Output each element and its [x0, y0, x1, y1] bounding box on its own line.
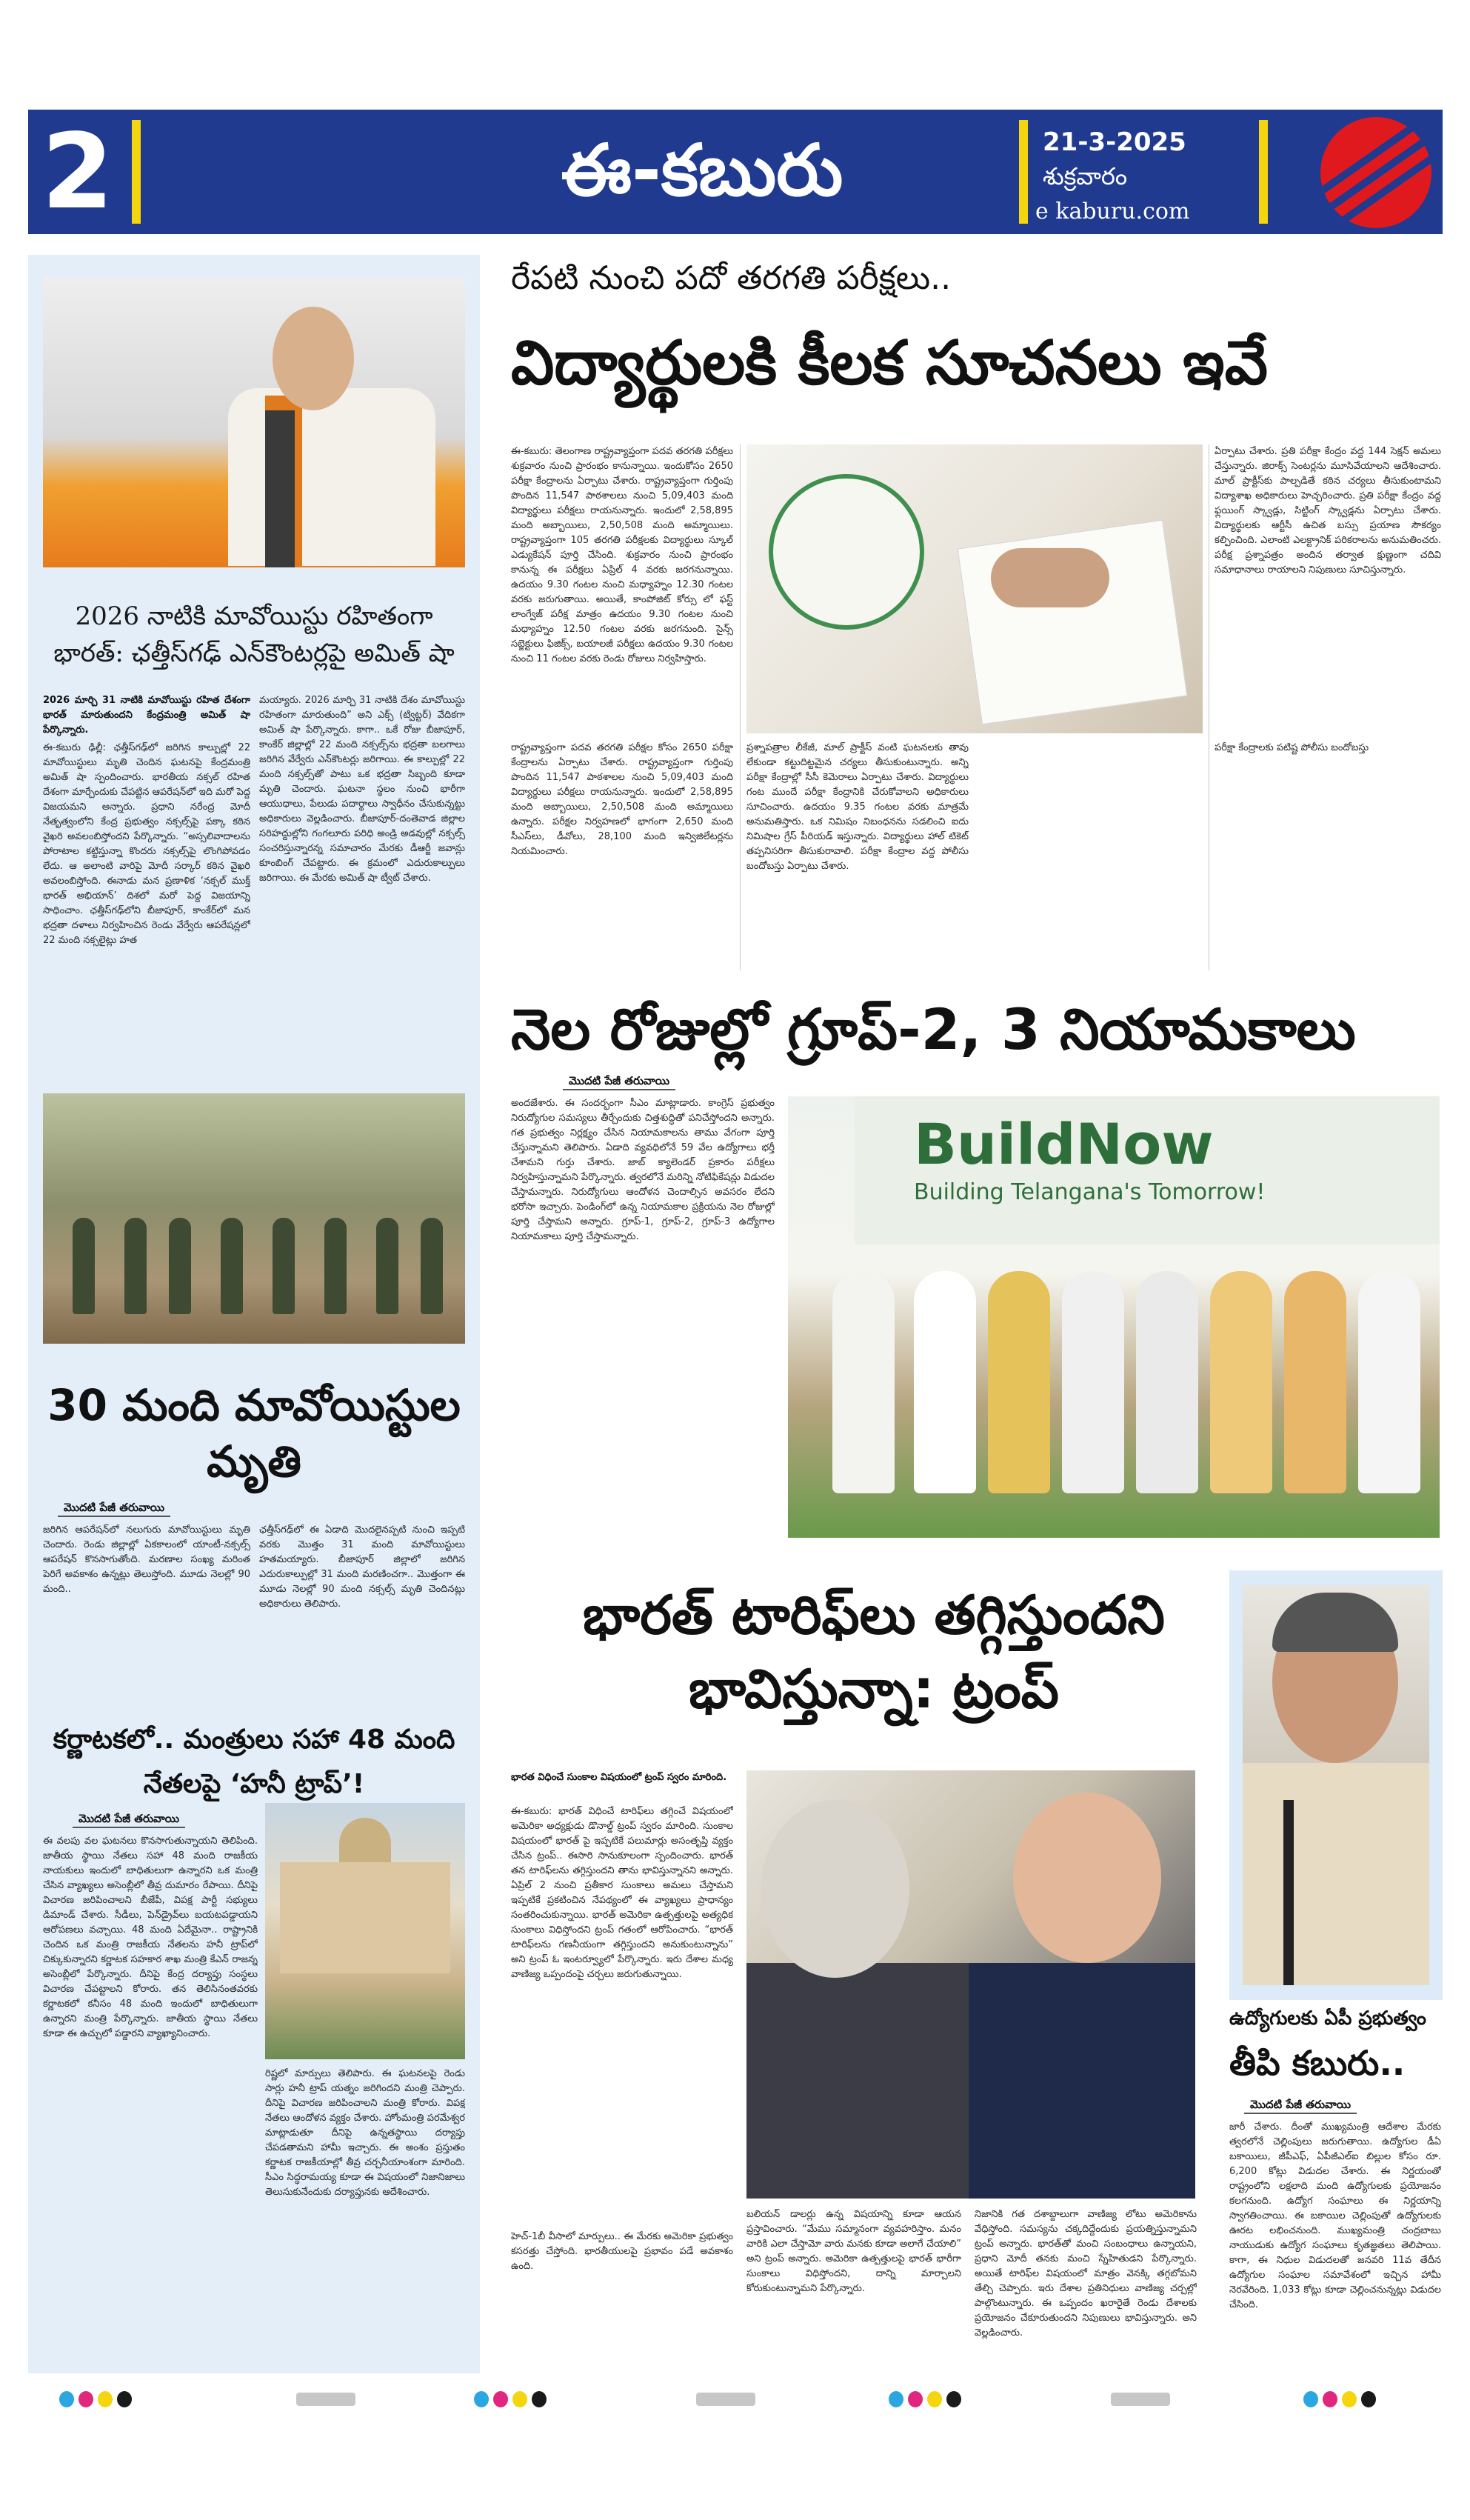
ap-employees-body: జారీ చేశారు. దీంతో ముఖ్యమంత్రి ఆదేశాల మేరకు త్వరలోనే చెల్లింపులు జరుగుతాయి. ఉద్యోగుల డీఏ బకాయిలు, జీపీఎఫ్, ఏపీజీఎల్ఐ బిల్లుల కోసం రూ. 6,200 కోట్లు విడుదల చేశారు. ఈ నిర్ణయంతో రాష్ట్రంలోని లక్షలాది మంది ఉద్యోగులకు ప్రయోజనం కలగనుంది. ఉద్యోగ సంఘాలు ఈ నిర్ణయాన్ని స్వాగతించాయి. ఈ బకాయిల చెల్లింపుతో ఉద్యోగులకు ఊరట లభించనుంది. ముఖ్యమంత్రి చంద్రబాబు నాయుడుకు ఉద్యోగ సంఘాలు కృతజ్ఞతలు తెలిపాయి. కాగా, ఈ నిధుల విడుదలతో జనవరి 11వ తేదీన ఉద్యోగుల సంఘాల సమావేశంలో ఇచ్చిన హామీ నెరవేరింది. 1,033 కోట్లు కూడా చెల్లించనున్నట్లు విడుదల చేసింది. [1229, 2121, 1441, 2310]
issue-day: శుక్రవారం [1043, 162, 1128, 190]
registration-marks [1303, 2391, 1376, 2407]
trump-kicker: భారత విధించే సుంకాల విషయంలో ట్రంప్ స్వరం మారింది. [511, 1772, 727, 1783]
telangana-govt-seal-icon [769, 474, 924, 630]
security-forces-photo [43, 1093, 465, 1344]
maoists-body: జరిగిన ఆపరేషన్‌లో నలుగురు మావోయిస్టులు మృతి చెందారు. రెండు జిల్లాల్లో ఏకకాలంలో యాంటీ-నక్సల్స్ ఆపరేషన్ కొనసాగుతోంది. మరణాల సంఖ్య మరింత పెరిగే అవకాశం ఉన్నట్లు తెలుస్తోంది. మూడు నెలల్లో 90 మంది.. [43, 1524, 250, 1595]
karnataka-body-cont: రిష్ణలో మార్పులు తెలిపారు. ఈ ఘటనలపై రెండు సార్లు హనీ ట్రాప్ యత్నం జరిగిందని మంత్రి చెప్పారు. దీనిపై విచారణ జరిపించాలని మంత్రి కోరారు. విపక్ష నేతలు ఆందోళన వ్యక్తం చేశారు. హోంమంత్రి పరమేశ్వర మాట్లాడుతూ దీనిపై ఉన్నతస్థాయి దర్యాప్తు చేపడతామని హామీ ఇచ్చారు. ఈ అంశం ప్రస్తుతం కర్ణాటక రాజకీయాల్లో తీవ్ర చర్చనీయాంశంగా మారింది. సీఎం సిద్ధరామయ్య కూడా ఈ విషయంలో నిజానిజాలు తెలుసుకునేందుకు దర్యాప్తునకు ఆదేశించారు. [265, 2068, 465, 2198]
karnataka-honeytrap-headline: కర్ణాటకలో.. మంత్రులు సహా 48 మంది నేతలపై ‘హనీ ట్రాప్’! [53, 1724, 455, 1799]
continued-label: మొదటి పేజీ తరువాయి [58, 1499, 170, 1517]
modi-trump-handshake-photo [746, 1770, 1195, 2199]
buildnow-banner-title: BuildNow [914, 1111, 1214, 1177]
registration-bar [696, 2393, 755, 2406]
masthead-divider [1259, 120, 1268, 224]
registration-marks [889, 2391, 961, 2407]
amit-shah-kicker: 2026 మార్చి 31 నాటికి మావోయిస్టు రహిత దేశంగా భారత్ మారుతుందని కేంద్రమంత్రి అమిత్ షా పేర్కొన్నారు. [43, 695, 250, 736]
website-link[interactable]: e kaburu.com [1035, 199, 1190, 224]
masthead-divider [132, 120, 141, 224]
maoists-killed-headline: 30 మంది మావోయిస్టుల మృతి [47, 1380, 461, 1487]
brand-logo-icon [1320, 117, 1431, 228]
trump-body-2: హెచ్-1బీ వీసాలో మార్పులు.. ఈ మేరకు అమెరికా ప్రభుత్వం కసరత్తు చేస్తోంది. భారతీయులపై ప్రభావం పడే అవకాశం ఉంది. [511, 2231, 733, 2272]
masthead-divider [1019, 120, 1028, 224]
issue-date: 21-3-2025 [1043, 127, 1186, 157]
group-recruitment-body: అందజేశారు. ఈ సందర్భంగా సీఎం మాట్లాడారు. కాంగ్రెస్ ప్రభుత్వం నిరుద్యోగుల సమస్యలు తీర్చేందుకు చిత్తశుద్ధితో పనిచేస్తోందని అన్నారు. గత ప్రభుత్వం నిర్లక్ష్యం చేసిన నియామకాలను తాము వేగంగా పూర్తి చేస్తున్నామని తెలిపారు. ఏడాది వ్యవధిలోనే 59 వేల ఉద్యోగాలు భర్తీ చేశామని గుర్తు చేశారు. జాబ్ క్యాలెండర్ ప్రకారం పరీక్షలు నిర్వహిస్తున్నామని పేర్కొన్నారు. త్వరలోనే మరిన్ని నోటిఫికేషన్లు విడుదల చేస్తామన్నారు. నిరుద్యోగులు ఆందోళన చెందాల్సిన అవసరం లేదని భరోసా ఇచ్చారు. పెండింగ్‌లో ఉన్న నియామకాల ప్రక్రియను నెల రోజుల్లో పూర్తి చేస్తామని అన్నారు. గ్రూప్-1, గ్రూప్-2, గ్రూప్-3 ఉద్యోగాల నియామకాలు పూర్తి చేస్తామన్నారు. [511, 1098, 775, 1242]
trump-tariff-headline: భారత్ టారిఫ్‌లు తగ్గిస్తుందని భావిస్తున్నా: ట్రంప్ [583, 1584, 1165, 1720]
registration-marks [474, 2391, 547, 2407]
registration-marks [59, 2391, 132, 2407]
ap-employees-kicker: ఉద్యోగులకు ఏపీ ప్రభుత్వం [1229, 2007, 1426, 2030]
trump-body-3: బలియన్ డాలర్లు ఉన్న విషయాన్ని కూడా ఆయన ప్రస్తావించారు. “మేము సమ్మానంగా వ్యవహరిస్తాం. మనం వారికి ఎలా చేస్తామో వారు మనకు కూడా అలాగే చేయాలి” అని ట్రంప్ అన్నారు. అమెరికా ఉత్పత్తులపై భారత్ భారీగా సుంకాలు విధిస్తోందని, దాన్ని మార్చాలని కోరుకుంటున్నామని పేర్కొన్నారు. [746, 2209, 961, 2294]
ap-employees-headline: తీపి కబురు.. [1229, 2043, 1406, 2083]
amit-shah-photo [43, 277, 465, 567]
trump-body: ఈ-కబురు: భారత్ విధించే టారిఫ్‌లు తగ్గించే విషయంలో అమెరికా అధ్యక్షుడు డొనాల్డ్ ట్రంప్ స్వరం మారింది. సుంకాల విషయంలో భారత్ పై ఇప్పటికే పలుమార్లు అసంతృప్తి వ్యక్తం చేసిన ట్రంప్.. ఈసారి సానుకూలంగా స్పందించారు. భారత్ తన టారిఫ్‌లను తగ్గిస్తుందని తాను భావిస్తున్నానని అన్నారు. ఏప్రిల్ 2 నుంచి ప్రతీకార సుంకాలు అమలు చేస్తామని ఇప్పటికే ప్రకటించిన నేపథ్యంలో ఈ వ్యాఖ్యలు ప్రాధాన్యం సంతరించుకున్నాయి. భారత్ అమెరికా ఉత్పత్తులపై అత్యధిక సుంకాలు విధిస్తోందని ట్రంప్ గతంలో ఆరోపించారు. “భారత్ టారిఫ్‌లను గణనీయంగా తగ్గిస్తుందని అనుకుంటున్నాను” అని ట్రంప్ ఓ ఇంటర్వ్యూలో పేర్కొన్నారు. ఇరు దేశాల మధ్య వాణిజ్య ఒప్పందంపై చర్చలు జరుగుతున్నాయి. [511, 1806, 733, 1980]
exam-body-4: ఏర్పాటు చేశారు. ప్రతి పరీక్షా కేంద్రం వద్ద 144 సెక్షన్ అమలు చేస్తున్నారు. జిరాక్స్ సెంటర్లను మూసివేయాలని ఆదేశించారు. మాల్ ప్రాక్టీస్‌కు పాల్పడితే కఠిన చర్యలు తీసుకుంటామని విద్యాశాఖ అధికారులు హెచ్చరించారు. ప్రతి పరీక్షా కేంద్రం వద్ద ఫ్లయింగ్ స్క్వాడ్లు, సిట్టింగ్ స్క్వాడ్లను ఏర్పాటు చేశారు. విద్యార్థులకు ఆర్టీసీ ఉచిత బస్సు ప్రయాణ సౌకర్యం కల్పించింది. ఎలాంటి ఎలక్ట్రానిక్ పరికరాలను అనుమతించరు. పరీక్ష ప్రశ్నాపత్రం అందిన తర్వాత క్షుణ్ణంగా చదివి సమాధానాలు రాయాలని నిపుణులు సూచిస్తున్నారు. [1215, 446, 1441, 576]
left-sidebar [28, 255, 480, 2373]
karnataka-body: ఈ వలపు వల ఘటనలు కొనసాగుతున్నాయని తెలిపింది. జాతీయ స్థాయి నేతలు సహా 48 మంది రాజకీయ నాయకులు ఇందులో బాధితులుగా ఉన్నారని ఒక మంత్రి చేసిన వ్యాఖ్యలు అసెంబ్లీలో తీవ్ర దుమారం రేపాయి. దీనిపై విచారణ జరిపించాలని బీజేపీ, విపక్ష పార్టీ సభ్యులు డిమాండ్ చేశారు. సీడీలు, పెన్‌డ్రైవ్‌లు బయటపడ్డాయని ఆరోపణలు వచ్చాయి. 48 మంది ఏదేమైనా.. రాష్ట్రానికి చెందిన ఒక మంత్రి రాజకీయ నేతలను హనీ ట్రాప్‌లో చిక్కుకున్నారని కర్ణాటక సహకార శాఖ మంత్రి కేఎన్ రాజన్న అసెంబ్లీలో పేర్కొన్నారు. దీనిపై కేంద్ర దర్యాప్తు సంస్థలు విచారణ చేపట్టాలని కోరారు. తన తెలిసినంతవరకు కర్ణాటకలో కనీసం 48 మంది ఇందులో బాధితులుగా ఉన్నారని మంత్రి పేర్కొన్నారు. జాతీయ స్థాయి నేతలు కూడా ఈ ఉచ్చులో పడ్డారని వ్యాఖ్యానించారు. [43, 1836, 258, 2039]
registration-bar [1111, 2393, 1170, 2406]
chandrababu-naidu-photo [1243, 1585, 1429, 1985]
amit-shah-body: ఈ-కబురు ఢిల్లీ: ఛత్తీస్‌గఢ్‌లో జరిగిన కాల్పుల్లో 22 మావోయిస్టులు మృతి చెందిన ఘటనపై కేంద్రమంత్రి అమిత్ షా స్పందించారు. భారతీయ నక్సల్ రహిత దేశంగా మార్చేందుకు చేపట్టిన ఆపరేషన్‌లో ఇది మరో పెద్ద విజయమని అన్నారు. ప్రధాని నరేంద్ర మోదీ నేతృత్వంలోని కేంద్ర ప్రభుత్వం నక్సల్స్‌పై పక్కా కఠిన వైఖరి అవలంబిస్తోందని పేర్కొన్నారు. “అస్సలివాదాలను పోరాటాల కట్టిస్తున్నా కొందరు నక్సల్స్‌పై లొంగిపోవడం లేదు. ఆ అలాంటి వారిపై మోదీ సర్కార్ కఠిన వైఖరి అవలంబిస్తోంది. ఈనాడు మన ప్రణాళిక ‘నక్సల్ ముక్త్ భారత్ అభియాన్’ దిశలో మరో పెద్ద విజయాన్ని సాధించాం. ఛత్తీస్‌గఢ్‌లోని బీజాపూర్, కాంకేర్‌లో మన భద్రతా దళాలు నిర్వహించిన రెండు వేర్వేరు ఆపరేషన్లలో 22 మంది నక్సలైట్లు హత [43, 742, 250, 946]
continued-label: మొదటి పేజీ తరువాయి [1244, 2096, 1357, 2114]
page-number: 2 [41, 112, 114, 233]
buildnow-banner-subtitle: Building Telangana's Tomorrow! [914, 1179, 1266, 1205]
group-recruitment-headline: నెల రోజుల్లో గ్రూప్-2, 3 నియామకాలు [511, 996, 1356, 1062]
newspaper-brand: ఈ-కబురు [561, 129, 843, 212]
continued-label: మొదటి పేజీ తరువాయి [73, 1810, 185, 1828]
telangana-exam-photo [746, 444, 1203, 733]
masthead [28, 110, 1443, 234]
amit-shah-headline: 2026 నాటికి మావోయిస్టు రహితంగా భారత్: ఛత్తీస్‌గఢ్ ఎన్‌కౌంటర్లపై అమిత్ షా [53, 601, 455, 668]
exam-body-2: రాష్ట్రవ్యాప్తంగా పదవ తరగతి పరీక్షల కోసం 2650 పరీక్షా కేంద్రాలను ఏర్పాటు చేశారు. రాష్ట్రవ్యాప్తంగా గుర్తింపు పొందిన 11,547 పాఠశాలల నుంచి 5,09,403 మంది విద్యార్థులు పరీక్షలు రాయనున్నారు. ఇందులో 2,58,895 మంది అబ్బాయిలు, 2,50,508 మంది అమ్మాయిలు ఉన్నారు. పరీక్షల నిర్వహణలో భాగంగా 2,650 మంది సీఎస్‌లు, డీవోలు, 28,100 మంది ఇన్విజిలేటర్లను నియమించారు. [511, 742, 733, 857]
exam-headline: విద్యార్థులకి కీలక సూచనలు ఇవే [511, 328, 1269, 399]
column-divider [740, 444, 741, 970]
exam-kicker: రేపటి నుంచి పదో తరగతి పరీక్షలు.. [511, 259, 952, 297]
buildnow-launch-photo [788, 1096, 1440, 1538]
maoists-body-cont: ఛత్తీస్‌గఢ్‌లో ఈ ఏడాది మొదలైనప్పటి నుంచి ఇప్పటి వరకు మొత్తం 31 మంది మావోయిస్టులు హతమయ్యారు. బీజాపూర్ జిల్లాలో జరిగిన ఎదురుకాల్పుల్లో 31 మంది మరణించగా.. మొత్తంగా ఈ మూడు నెలల్లో 90 మంది నక్సల్స్ మృతి చెందినట్లు అధికారులు తెలిపారు. [259, 1524, 465, 1610]
continued-label: మొదటి పేజీ తరువాయి [563, 1073, 675, 1090]
exam-body-5: పరీక్షా కేంద్రాలకు పటిష్ట పోలీసు బందోబస్తు [1215, 742, 1369, 753]
exam-body-3: ప్రశ్నాపత్రాల లీకేజీ, మాల్ ప్రాక్టీస్‌ వంటి ఘటనలకు తావు లేకుండా కట్టుదిట్టమైన చర్యలు తీసుకుంటున్నారు. అన్ని పరీక్షా కేంద్రాల్లో సీసీ కెమెరాలు ఏర్పాటు చేశారు. విద్యార్థులు గంట ముందే పరీక్షా కేంద్రానికి చేరుకోవాలని అధికారులు సూచించారు. ఉదయం 9.35 గంటల వరకు మాత్రమే అనుమతిస్తారు. ఒక నిమిషం నిబంధనను సడలించి ఐదు నిమిషాల గ్రేస్ పీరియడ్ ఇస్తున్నారు. విద్యార్థులు హాల్ టికెట్ తప్పనిసరిగా తీసుకురావాలి. పరీక్షా కేంద్రాల వద్ద పోలీసు బందోబస్తు ఏర్పాటు చేశారు. [746, 742, 969, 872]
vidhana-soudha-photo [265, 1803, 465, 2059]
trump-body-4: నిజానికి గత దశాబ్దాలుగా వాణిజ్య లోటు అమెరికాను వేధిస్తోంది. సమస్యను చక్కదిద్దేందుకు ప్రయత్నిస్తున్నామని ట్రంప్ అన్నారు. భారత్‌తో మంచి సంబంధాలు ఉన్నాయని, ప్రధాని మోదీ తనకు మంచి స్నేహితుడని పేర్కొన్నారు. అయితే టారిఫ్‌ల విషయంలో మాత్రం వెనక్కి తగ్గబోమని తేల్చి చెప్పారు. ఇరు దేశాల ప్రతినిధులు వాణిజ్య చర్చల్లో పాల్గొంటున్నారు. ఈ ఒప్పందం ఖరారైతే రెండు దేశాలకు ప్రయోజనం చేకూరుతుందని నిపుణులు భావిస్తున్నారు. అని వెల్లడించారు. [975, 2209, 1197, 2339]
exam-body: ఈ-కబురు: తెలంగాణ రాష్ట్రవ్యాప్తంగా పదవ తరగతి పరీక్షలు శుక్రవారం నుంచి ప్రారంభం కానున్నాయి. ఇందుకోసం 2650 పరీక్షా కేంద్రాలను ఏర్పాటు చేశారు. రాష్ట్రవ్యాప్తంగా గుర్తింపు పొందిన 11,547 పాఠశాలలు నుంచి 5,09,403 మంది విద్యార్థులు పరీక్షలు రాయనున్నారు. ఇందులో 2,58,895 మంది అబ్బాయిలు, 2,50,508 మంది అమ్మాయిలు. రాష్ట్రవ్యాప్తంగా 105 తరగతి పరీక్షలకు విద్యార్థులు స్కూల్ ఎడ్యుకేషన్ పూర్తి చేసింది. శుక్రవారం నుంచి ప్రారంభం కానున్న ఈ పరీక్షలు ఏప్రిల్ 4 వరకు జరగనున్నాయి. ఉదయం 9.30 గంటల నుంచి మధ్యాహ్నం 12.30 గంటల వరకు జరుగుతాయి. అయితే, కాంపోజిట్ కోర్సు లో ఫస్ట్ లాంగ్వేజ్ పరీక్ష మాత్రం ఉదయం 9.30 గంటల నుంచి మధ్యాహ్నం 12.50 గంటల వరకు జరగనుంది. సైన్స్ సబ్జెక్టులు ఫిజిక్స్, బయాలజీ పరీక్షలు ఉదయం 9.30 గంటల నుంచి 11 గంటల వరకు రెండు రోజులు నిర్వహిస్తారు. [511, 446, 733, 664]
amit-shah-body-cont: మయ్యారు. 2026 మార్చి 31 నాటికి దేశం మావోయిస్టు రహితంగా మారుతుంది” అని ఎక్స్ (ట్విట్టర్) వేదికగా అమిత్ షా పేర్కొన్నారు. కాగా.. ఒకే రోజు బీజాపూర్, కాంకేర్ జిల్లాల్లో 22 మంది నక్సల్స్‌ను భద్రతా బలగాలు జరిగిన వేర్వేరు ఎన్‌కౌంటర్లు జరిగాయి. ఈ కాల్పుల్లో 22 మంది నక్సల్స్‌తో పాటు ఒక భద్రతా సిబ్బంది కూడా మృతి చెందారు. ఘటనా స్థలం నుంచి భారీగా ఆయుధాలు, పేలుడు పదార్థాలు స్వాధీనం చేసుకున్నట్టు అధికారులు వెల్లడించారు. బీజాపూర్-దంతెవాడ జిల్లాల సరిహద్దుల్లోని గంగలూరు పరిధి అండ్రి అడవుల్లో నక్సల్స్ సంచరిస్తున్నారన్న సమాచారం మేరకు డీఆర్జీ జవాన్లు కూంబింగ్ చేపట్టారు. ఈ క్రమంలో ఎదురుకాల్పులు జరిగాయి. ఈ మేరకు అమిత్ షా ట్వీట్ చేశారు. [259, 695, 465, 884]
registration-bar [296, 2393, 355, 2406]
